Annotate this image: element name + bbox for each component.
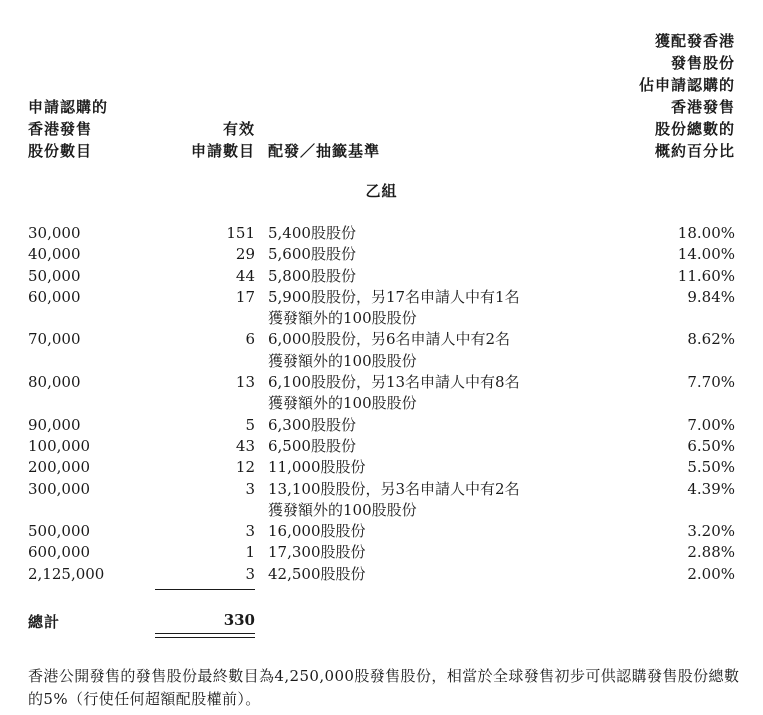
header-line: 概約百分比	[654, 142, 735, 160]
allocation-basis-cell	[268, 372, 588, 415]
allocation-basis-line: 16,000股股份	[268, 522, 366, 541]
valid-applications-cell: 43	[235, 436, 255, 455]
footnote: 香港公開發售的發售股份最終數目為4,250,000股發售股份，相當於全球發售初步可供認購發售股份總數的5%（行使任何超額配股權前）。	[28, 667, 740, 708]
allocation-basis-cell	[268, 329, 588, 372]
valid-applications-cell: 5	[245, 415, 255, 434]
percentage-cell: 8.62%	[687, 330, 735, 349]
valid-applications-cell: 17	[235, 287, 255, 306]
allocation-basis-line: 6,500股股份	[268, 436, 356, 455]
allocation-basis-cell	[268, 223, 588, 244]
header-line: 申請數目	[190, 142, 255, 160]
table-row	[0, 479, 763, 522]
header-allocation-basis: 配發／抽籤基準	[268, 142, 381, 160]
applied-shares-cell: 100,000	[28, 436, 91, 455]
table-row	[0, 266, 763, 287]
allocation-basis-line: 6,000股股份，另6名申請人中有2名	[268, 330, 511, 349]
allocation-basis-cell	[268, 244, 588, 265]
group-title: 乙組	[365, 182, 398, 200]
allocation-basis-line: 5,800股股份	[268, 266, 356, 285]
allocation-basis-line: 6,100股股份，另13名申請人中有8名	[268, 373, 520, 392]
valid-applications-cell: 13	[235, 373, 255, 392]
applied-shares-cell: 300,000	[28, 479, 91, 498]
percentage-cell: 9.84%	[687, 287, 735, 306]
valid-applications-cell: 29	[235, 245, 255, 264]
allocation-basis-cell	[268, 564, 588, 585]
table-row	[0, 457, 763, 478]
table-row	[0, 436, 763, 457]
header-line: 股份總數的	[654, 120, 735, 138]
allocation-basis-line: 獲發額外的100股股份	[268, 309, 417, 328]
percentage-cell: 7.00%	[687, 415, 735, 434]
subtotal-rule	[155, 589, 255, 590]
allocation-basis-line: 17,300股股份	[268, 543, 366, 562]
applied-shares-cell: 60,000	[28, 287, 81, 306]
valid-applications-cell: 12	[235, 458, 255, 477]
percentage-cell: 4.39%	[687, 479, 735, 498]
header-percentage	[639, 30, 735, 162]
allocation-basis-line: 6,300股股份	[268, 415, 356, 434]
applied-shares-cell: 70,000	[28, 330, 81, 349]
applied-shares-cell: 2,125,000	[28, 564, 105, 583]
percentage-cell: 3.20%	[687, 522, 735, 541]
valid-applications-cell: 3	[245, 564, 255, 583]
allocation-basis-line: 42,500股股份	[268, 564, 366, 583]
valid-applications-cell: 3	[245, 479, 255, 498]
applied-shares-cell: 500,000	[28, 522, 91, 541]
allocation-basis-cell	[268, 521, 588, 542]
allocation-basis-line: 5,900股股份，另17名申請人中有1名	[268, 287, 520, 306]
valid-applications-cell: 6	[245, 330, 255, 349]
table-row	[0, 542, 763, 563]
allocation-basis-line: 11,000股股份	[268, 458, 366, 477]
allocation-basis-line: 獲發額外的100股股份	[268, 351, 417, 370]
header-line: 有效	[222, 120, 255, 138]
percentage-cell: 18.00%	[677, 224, 735, 242]
table-row	[0, 521, 763, 542]
allocation-basis-cell	[268, 457, 588, 478]
header-line: 股份數目	[28, 142, 93, 160]
allocation-basis-cell	[268, 436, 588, 457]
allocation-basis-cell	[268, 479, 588, 522]
percentage-cell: 11.60%	[677, 266, 735, 285]
allocation-basis-line: 5,400股股份	[268, 224, 356, 242]
table-row	[0, 415, 763, 436]
allocation-basis-cell	[268, 287, 588, 330]
table-row	[0, 564, 763, 585]
table-row	[0, 223, 763, 244]
header-line: 佔申請認購的	[638, 76, 735, 94]
total-value: 330	[223, 611, 255, 629]
valid-applications-cell: 151	[226, 224, 255, 242]
percentage-cell: 6.50%	[687, 436, 735, 455]
allocation-basis-cell	[268, 266, 588, 287]
applied-shares-cell: 30,000	[28, 224, 81, 242]
valid-applications-cell: 3	[245, 522, 255, 541]
allocation-basis-cell	[268, 415, 588, 436]
allocation-basis-line: 獲發額外的100股股份	[268, 500, 417, 519]
total-double-rule	[155, 633, 255, 638]
allocation-basis-line: 5,600股股份	[268, 245, 356, 264]
percentage-cell: 5.50%	[687, 458, 735, 477]
allocation-basis-cell	[268, 542, 588, 563]
table-row	[0, 372, 763, 415]
valid-applications-cell: 44	[235, 266, 255, 285]
valid-applications-cell: 1	[245, 543, 255, 562]
percentage-cell: 7.70%	[687, 373, 735, 392]
allocation-table	[0, 223, 763, 585]
header-line: 香港發售	[28, 120, 93, 138]
header-line: 申請認購的	[28, 98, 109, 116]
header-line: 獲配發香港	[654, 32, 735, 50]
table-row	[0, 329, 763, 372]
percentage-cell: 2.88%	[687, 543, 735, 562]
percentage-cell: 14.00%	[677, 245, 735, 264]
applied-shares-cell: 90,000	[28, 415, 81, 434]
applied-shares-cell: 600,000	[28, 543, 91, 562]
total-label: 總計	[28, 613, 61, 631]
applied-shares-cell: 50,000	[28, 266, 81, 285]
applied-shares-cell: 40,000	[28, 245, 81, 264]
header-applied-shares	[28, 96, 108, 162]
header-line: 發售股份	[670, 54, 735, 72]
allocation-basis-line: 獲發額外的100股股份	[268, 394, 417, 413]
header-line: 香港發售	[670, 98, 735, 116]
allocation-basis-line: 13,100股股份，另3名申請人中有2名	[268, 479, 520, 498]
header-valid-applications	[191, 118, 255, 162]
percentage-cell: 2.00%	[687, 564, 735, 583]
table-row	[0, 244, 763, 265]
applied-shares-cell: 200,000	[28, 458, 91, 477]
table-row	[0, 287, 763, 330]
applied-shares-cell: 80,000	[28, 373, 81, 392]
